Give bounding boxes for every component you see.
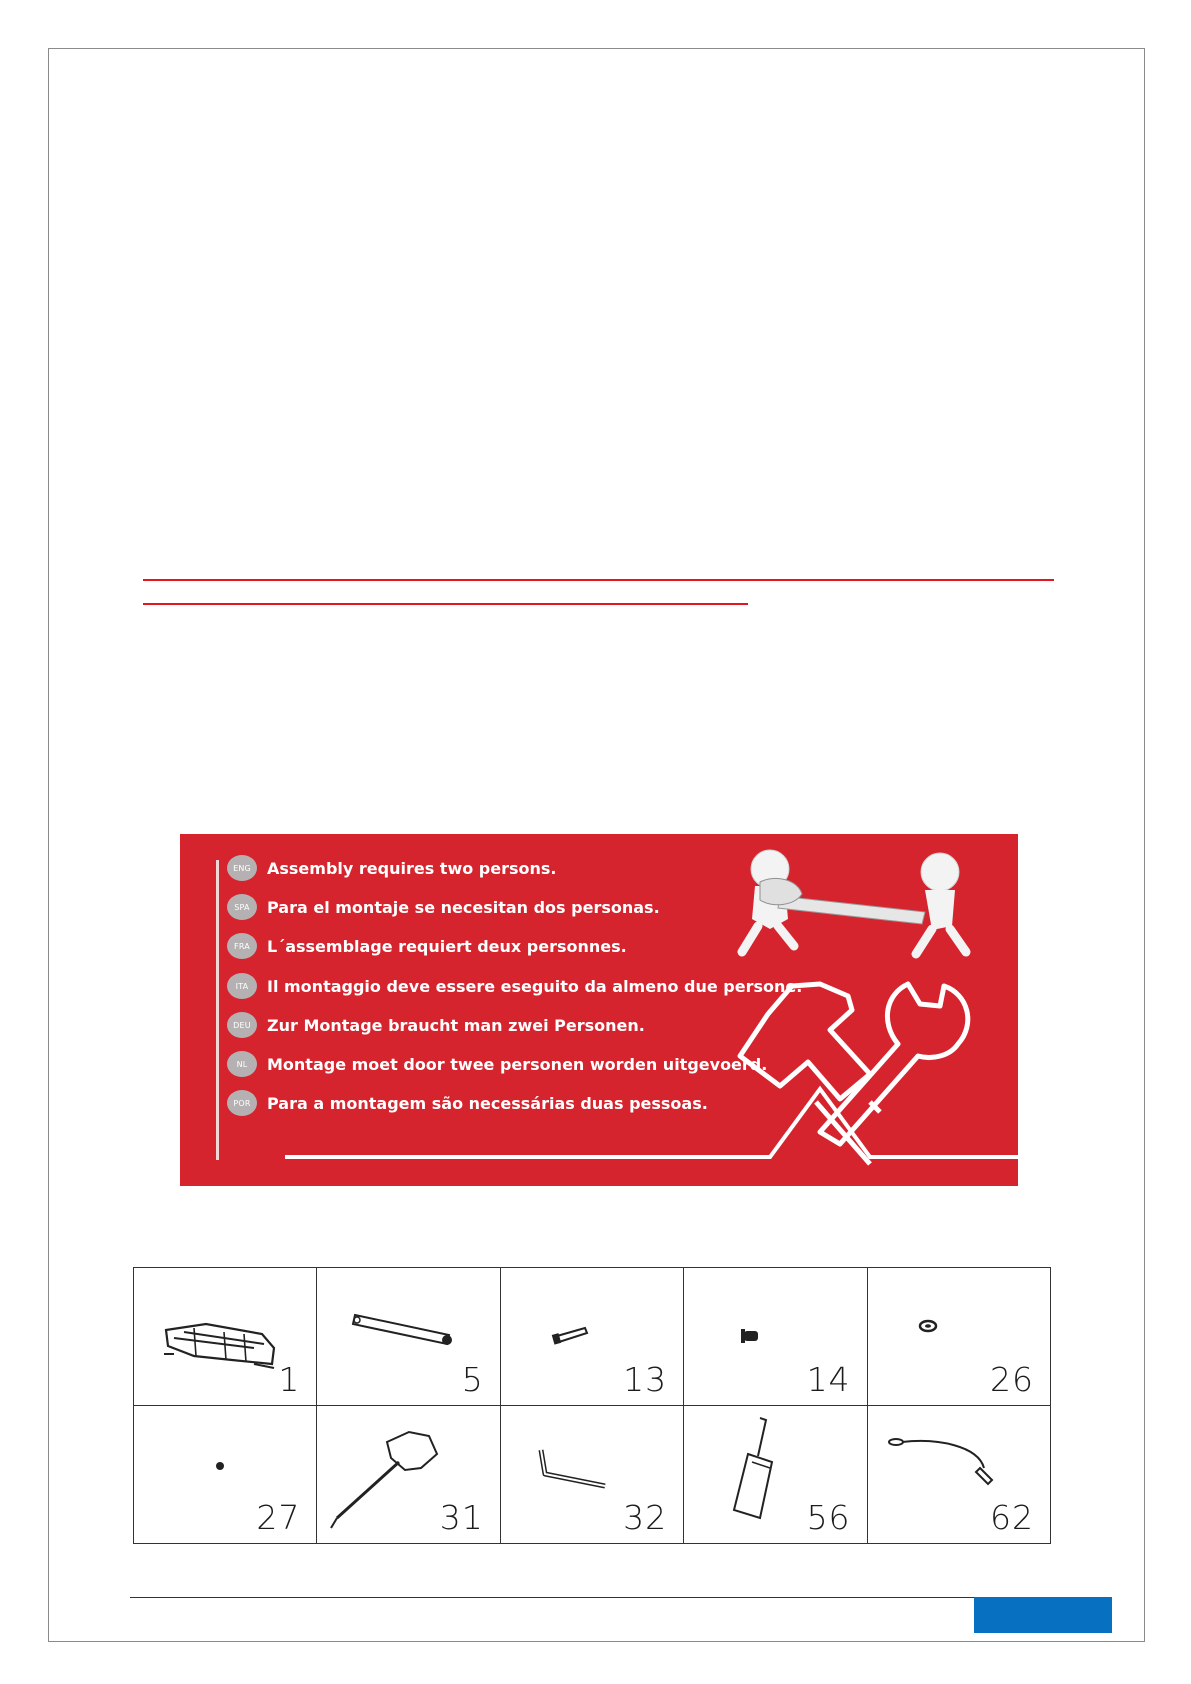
part-cell bbox=[867, 1406, 1050, 1544]
part-number: 1 bbox=[278, 1360, 301, 1399]
part-cell bbox=[500, 1268, 683, 1406]
lang-text: L´assemblage requiert deux personnes. bbox=[267, 936, 627, 956]
part-cell bbox=[684, 1406, 867, 1544]
part-cell bbox=[867, 1268, 1050, 1406]
part-number: 31 bbox=[439, 1498, 484, 1537]
table-row bbox=[134, 1268, 1051, 1406]
part-number: 32 bbox=[623, 1498, 668, 1537]
part-cell bbox=[500, 1406, 683, 1544]
lang-badge: NL bbox=[227, 1051, 257, 1077]
lang-badge: POR bbox=[227, 1090, 257, 1116]
lang-badge: FRA bbox=[227, 933, 257, 959]
banner-illustration bbox=[180, 834, 1018, 1186]
part-cell bbox=[317, 1268, 500, 1406]
part-cell bbox=[134, 1406, 317, 1544]
lang-text: Montage moet door twee personen worden uitgevoerd. bbox=[267, 1054, 768, 1074]
part-number: 13 bbox=[623, 1360, 668, 1399]
part-number: 5 bbox=[461, 1360, 484, 1399]
two-person-assembly-banner bbox=[180, 834, 1018, 1186]
red-divider-line bbox=[143, 603, 748, 605]
lang-badge: SPA bbox=[227, 894, 257, 920]
lang-text: Assembly requires two persons. bbox=[267, 858, 557, 878]
lang-text: Il montaggio deve essere eseguito da almeno due persone. bbox=[267, 976, 803, 996]
footer-line bbox=[130, 1597, 1112, 1598]
banner-baseline bbox=[285, 1089, 1018, 1157]
red-divider-line bbox=[143, 579, 1054, 581]
figures-carrying-wrench-icon bbox=[742, 850, 966, 954]
part-cell bbox=[684, 1268, 867, 1406]
lang-text: Para a montagem são necessárias duas pessoas. bbox=[267, 1093, 708, 1113]
part-number: 56 bbox=[806, 1498, 851, 1537]
parts-table bbox=[133, 1267, 1051, 1544]
lang-badge: DEU bbox=[227, 1012, 257, 1038]
part-cell bbox=[134, 1268, 317, 1406]
table-row bbox=[134, 1406, 1051, 1544]
part-number: 14 bbox=[806, 1360, 851, 1399]
lang-text: Para el montaje se necesitan dos personas. bbox=[267, 897, 660, 917]
part-number: 27 bbox=[256, 1498, 301, 1537]
part-number: 62 bbox=[990, 1498, 1034, 1537]
lang-badge: ITA bbox=[227, 973, 257, 999]
lang-text: Zur Montage braucht man zwei Personen. bbox=[267, 1015, 645, 1035]
part-number: 26 bbox=[990, 1360, 1034, 1399]
footer-page-tab bbox=[974, 1597, 1112, 1633]
part-cell bbox=[317, 1406, 500, 1544]
lang-badge: ENG bbox=[227, 855, 257, 881]
